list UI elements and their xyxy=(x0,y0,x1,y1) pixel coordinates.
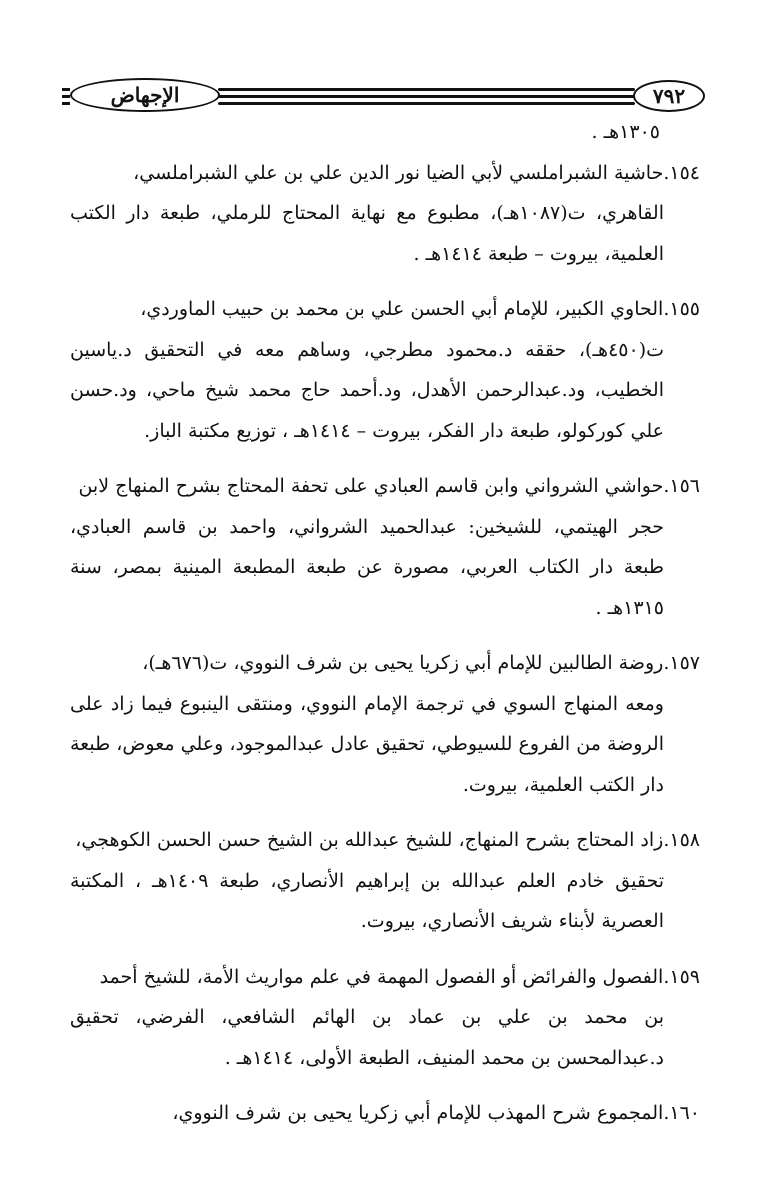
header-rule-end-middle xyxy=(62,95,70,98)
continuation-text: ١٣٠٥هـ . xyxy=(591,121,660,143)
entry-number: ١٥٤. xyxy=(663,161,700,184)
entry-details: ومعه المنهاج السوي في ترجمة الإمام النووي، ومنتقى الينبوع فيما زاد على الروضة من الفروع للسيوطي، تحقيق عادل عبدالموجود، وعلي معوض، طبعة دار الكتب العلمية، بيروت. xyxy=(70,692,664,796)
entry-first-line xyxy=(70,1093,700,1134)
entry-number: ١٥٥. xyxy=(663,298,700,320)
header-rule-top xyxy=(218,88,635,91)
entry-title: الحاوي الكبير، للإمام أبي الحسن علي بن محمد بن حبيب الماوردي، xyxy=(140,298,664,320)
entry-first-line xyxy=(70,466,700,507)
bibliography-entry-154 xyxy=(70,153,700,275)
entry-first-line xyxy=(70,643,700,684)
entry-first-line xyxy=(70,820,700,861)
entry-title: روضة الطالبين للإمام أبي زكريا يحيى بن شرف النووي، ت(٦٧٦هـ)، xyxy=(142,652,664,674)
entry-details: ت(٤٥٠هـ)، حققه د.محمود مطرجي، وساهم معه في التحقيق د.ياسين الخطيب، ود.عبدالرحمن الأهدل، ود.أحمد حاج محمد شيخ ماحي، ود.حسن علي كوركولو، طبعة دار الفكر، بيروت – ١٤١٤هـ ، توزيع مكتبة الباز. xyxy=(70,338,664,442)
entry-details: بن محمد بن علي بن عماد بن الهائم الشافعي، الفرضي، تحقيق د.عبدالمحسن بن محمد المنيف، الطبعة الأولى، ١٤١٤هـ . xyxy=(70,1006,664,1069)
bibliography-list xyxy=(70,112,700,1134)
entry-number: ١٥٩. xyxy=(663,965,700,988)
entry-details: تحقيق خادم العلم عبدالله بن إبراهيم الأنصاري، طبعة ١٤٠٩هـ ، المكتبة العصرية لأبناء شريف الأنصاري، بيروت. xyxy=(70,869,664,932)
entry-title: زاد المحتاج بشرح المنهاج، للشيخ عبدالله بن الشيخ حسن الحسن الكوهجي، xyxy=(75,829,664,851)
bibliography-entry-160 xyxy=(70,1093,700,1134)
entry-number: ١٥٦. xyxy=(663,475,700,497)
entry-title: حاشية الشبراملسي لأبي الضيا نور الدين علي بن علي الشبراملسي، xyxy=(133,161,664,184)
entry-title: الفصول والفرائض أو الفصول المهمة في علم مواريث الأمة، للشيخ أحمد xyxy=(99,965,664,988)
header-rule-end-bottom xyxy=(62,102,70,105)
entry-number: ١٥٨. xyxy=(663,829,700,851)
bibliography-entry-155 xyxy=(70,289,700,451)
page-number: ٧٩٢ xyxy=(633,80,705,112)
entry-number: ١٦٠. xyxy=(663,1102,700,1124)
header-rule-middle xyxy=(218,95,635,98)
entry-first-line xyxy=(70,153,700,194)
entry-details: حجر الهيتمي، للشيخين: عبدالحميد الشرواني، واحمد بن قاسم العبادي، طبعة دار الكتاب العربي، مصورة عن طبعة المطبعة المينية بمصر، سنة ١٣١٥هـ . xyxy=(70,515,664,619)
entry-title: المجموع شرح المهذب للإمام أبي زكريا يحيى بن شرف النووي، xyxy=(172,1102,664,1124)
bibliography-entry-158 xyxy=(70,820,700,942)
bibliography-entry-156 xyxy=(70,466,700,628)
header-rule-bottom xyxy=(218,102,635,105)
entry-details: القاهري، ت(١٠٨٧هـ)، مطبوع مع نهاية المحتاج للرملي، طبعة دار الكتب العلمية، بيروت – طبعة ١٤١٤هـ . xyxy=(70,202,664,265)
chapter-title: الإجهاض xyxy=(70,78,220,112)
bibliography-entry-159 xyxy=(70,957,700,1079)
entry-first-line xyxy=(70,957,700,998)
entry-number: ١٥٧. xyxy=(663,652,700,674)
entry-title: حواشي الشرواني وابن قاسم العبادي على تحفة المحتاج بشرح المنهاج لابن xyxy=(78,475,664,497)
bibliography-entry-157 xyxy=(70,643,700,805)
entry-first-line xyxy=(70,289,700,330)
header-rule-end-top xyxy=(62,88,70,91)
